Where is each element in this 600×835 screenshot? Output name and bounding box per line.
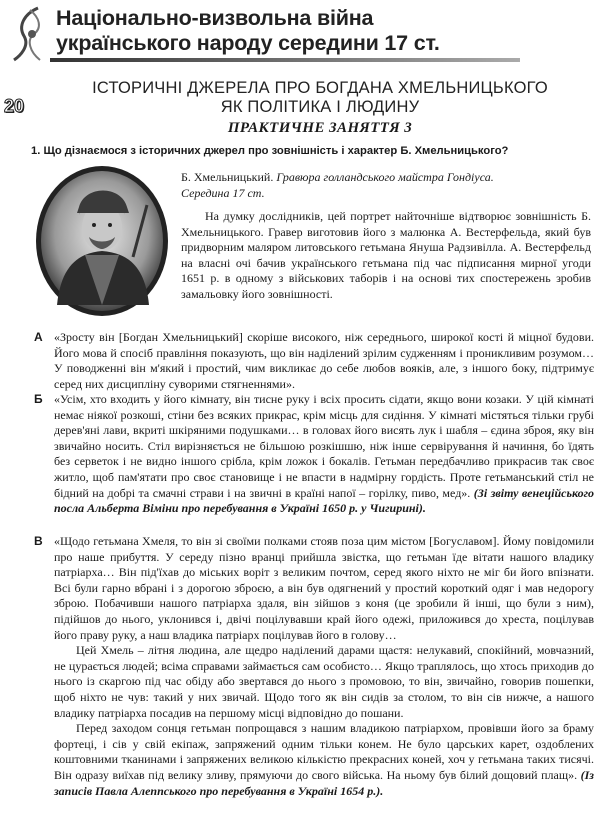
portrait-image xyxy=(35,165,170,318)
source-text: «Зросту він [Богдан Хмельницький] скоріше високого, ніж середнього, широкої кості й міцної будови. Його мова й спосіб правління показують, що він наділений зрілим судженням і проникливим розумом… У поводженні він м'який і простий, чим викликає до себе любов вояків, але, з іншого боку, підтримує серед них дисципліну суворими стягненнями». xyxy=(54,330,594,391)
source-text: Перед заходом сонця гетьман попрощався з нашим владикою патріархом, провівши його за браму фортеці, і сів у свій екіпаж, запряжений одним тільки конем. Не було царських карет, оздоблених коштовними тканинами і запряжених великою кількістю прекрасних коней, хоч у гетьмана таких тисячі. Він одразу виїхав під велику зливу, прямуючи до свого війська. На ньому був білий дощовий плащ». xyxy=(54,721,594,782)
source-c xyxy=(34,534,594,799)
source-label: Б xyxy=(34,392,43,406)
header-divider xyxy=(50,58,520,62)
source-a xyxy=(34,330,594,392)
chapter-title-line1: Національно-визвольна війна xyxy=(56,6,374,30)
intro-paragraph xyxy=(181,209,591,302)
intro-text: На думку дослідників, цей портрет найточніше відтворює зовнішність Б. Хмельницького. Гравер виготовив його з малюнка А. Вестерфельда, який був придворним маляром литовського гетьмана Януша Радзивілла. А. Вестерфельд на власні очі бачив українського гетьмана під час підписання мирної угоди 1651 р. в одному з військових таборів і на основі тих спостережень зробив замальовку його зовнішності. xyxy=(181,209,591,301)
caption-name: Б. Хмельницький. xyxy=(181,170,274,184)
source-reference: (Зі звіту венеційського посла Альберта Віміни про перебування в Україні 1650 р. у Чигирині). xyxy=(54,485,595,516)
question-heading: 1. Що дізнаємося з історичних джерел про зовнішність і характер Б. Хмельницького? xyxy=(31,145,509,157)
source-reference: (Із записів Павла Алеппського про перебування в Україні 1654 р.). xyxy=(54,767,594,798)
source-text: Цей Хмель – літня людина, але щедро наділений дарами щастя: нелукавий, спокійний, мовчазний, не цурається людей; всіма справами займається сам особисто… Якщо траплялось, що хтось приходив до нього із скаргою під час обіду або звертався до нього з промовою, то він, звичайно, говорив пошепки, щоб ніхто не чув: такий у них звичай. Щодо того як він сидів за столом, то він сів нижче, а нашого владику патріарха посадив на першому місці відповідно до пошани. xyxy=(54,643,594,720)
section-title xyxy=(40,79,600,117)
portrait-caption xyxy=(181,170,591,201)
source-label: В xyxy=(34,534,43,548)
caption-date: Середина 17 ст. xyxy=(181,185,265,200)
practical-lesson-title: ПРАКТИЧНЕ ЗАНЯТТЯ 3 xyxy=(227,120,413,136)
chapter-title xyxy=(56,6,586,56)
caption-description: Гравюра голландського майстра Гондіуса. xyxy=(273,170,494,184)
chapter-header xyxy=(0,0,600,66)
page-number: 20 xyxy=(4,96,25,116)
source-text: «Щодо гетьмана Хмеля, то він зі своїми полками стояв поза цим містом [Богуславом]. Йому повідомили про наше прибуття. У середу пізно вранці прийшла звістка, що гетьман їде вітати нашого владику патріарха… Він під'їхав до міських воріт з великим почтом, серед якого ніхто не міг би його впізнати. Всі були гарно вбрані і з дорогою зброєю, а він був одягнений у простий короткий одяг і мав недорогу зброю. Побачивши нашого патріарха здаля, він зійшов з коня (це зробили й інші, що були з ним), підійшов до нього, уклонився і, двічі поцілувавши край його одежі, приложився до хреста, поцілував його праву руку, а наш владика патріарх поцілував його в голову… xyxy=(54,534,594,642)
source-text: «Усім, хто входить у його кімнату, він тисне руку і всіх просить сідати, якщо вони козаки. У цій кімнаті немає ніякої розкоші, стіни без всяких прикрас, крім місць для сидіння. У кімнаті містяться тільки грубі дерев'яні лави, вкриті шкіряними подушками… в головах його висять лук і шабля – єдина зброя, яку він звичайно носить. Стіл вирізняється не більшою розкішшю, ніж інше сервірування й начиння, бо їдять без серветок і не видно іншого срібла, крім ложок і бокалів. Гетьман передбачливо прикрасив так своє житло, щоб пам'ятати про своє становище і не впасти в надмірну гордість. Проте гетьманський стіл не бідний на добрі та смачні страви і на звичні в країні напої – горілку, пиво, мед». xyxy=(54,392,594,500)
source-label: А xyxy=(34,330,43,344)
section-title-line1: ІСТОРИЧНІ ДЖЕРЕЛА ПРО БОГДАНА ХМЕЛЬНИЦЬКОГО xyxy=(92,79,548,97)
section-title-line2: ЯК ПОЛІТИКА І ЛЮДИНУ xyxy=(220,98,420,116)
source-b xyxy=(34,392,594,517)
ornament-icon xyxy=(10,4,50,64)
chapter-title-line2: українського народу середини 17 ст. xyxy=(56,31,440,55)
